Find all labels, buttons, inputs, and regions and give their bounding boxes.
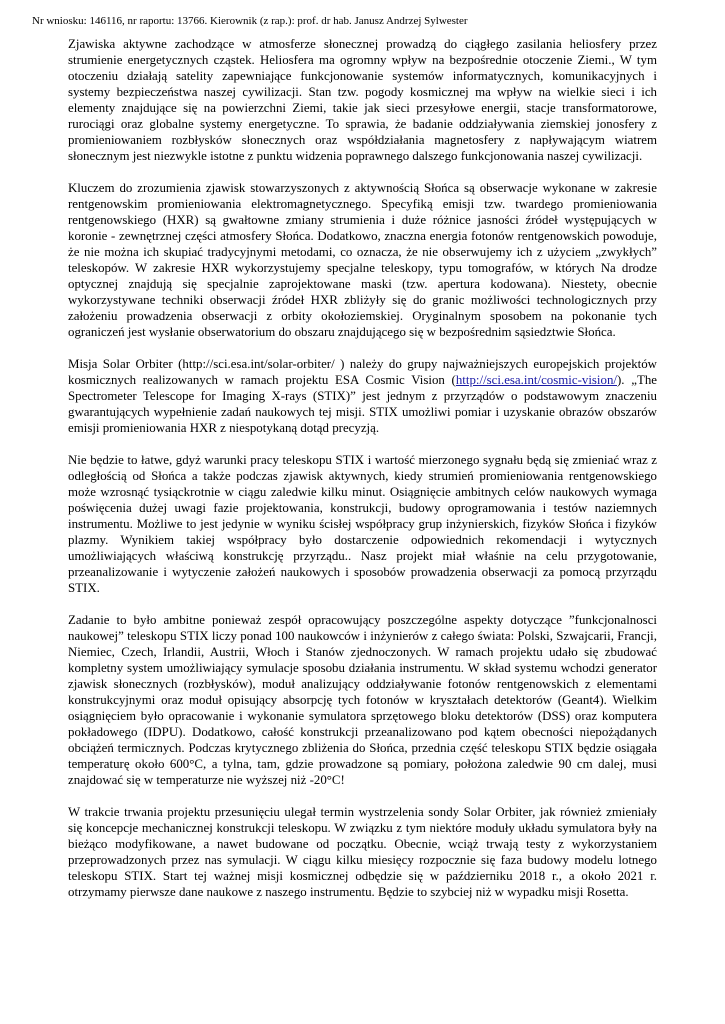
- cosmic-vision-link[interactable]: http://sci.esa.int/cosmic-vision/: [455, 373, 617, 387]
- solar-orbiter-text-end: ). „The Spectrometer Telescope for Imaging X-rays (STIX)” jest jednym z przyrządów o podstawowym znaczeniu gwarantujących wypełnienie zadań naukowych tej misji. STIX umożliwi pomiar i uzyskanie obrazów obszarów emisji promieniowania HXR z niespotykaną dotąd precyzją.: [68, 373, 657, 435]
- paragraph-hxr-observations: Kluczem do zrozumienia zjawisk stowarzyszonych z aktywnością Słońca są obserwacje wykonane w zakresie rentgenowskim promieniowania elektromagnetycznego. Specyfiką emisji tzw. twardego promieniowania rentgenowskiego (HXR) są gwałtowne zmiany strumienia i duże różnice jasności źródeł występujących w koronie - zewnętrznej części atmosfery Słońca. Dodatkowo, znaczna energia fotonów rentgenowskich powoduje, że nie można ich skupiać tradycyjnymi metodami, co oznacza, że nie obserwujemy ich z użyciem „zwykłych” teleskopów. W zakresie HXR wykorzystujemy specjalne teleskopy, typu tomografów, w których Na drodze optycznej znajdują się specjalnie zaprojektowane maski (tzw. apertura kodowana). Niestety, obecnie wykorzystywane techniki obserwacji źródeł HXR zbliżyły się do granic możliwości technologicznych przy założeniu prowadzenia obserwacji z orbity okołoziemskiej. Oryginalnym sposobem na pokonanie tych ograniczeń jest wysłanie obserwatorium do obszaru znajdującego się w bezpośrednim sąsiedztwie Słońca.: [68, 181, 657, 339]
- paragraph-project-progress: W trakcie trwania projektu przesunięciu ulegał termin wystrzelenia sondy Solar Orbiter, jak również zmieniały się koncepcje mechanicznej konstrukcji teleskopu. W związku z tym niektóre moduły układu symulatora były na bieżąco modyfikowane, a nawet budowane od początku. Obecnie, wciąż trwają testy z wykorzystaniem przeprowadzonych przez nas symulacji. W ciągu kilku miesięcy rozpocznie się faza budowy modelu lotnego teleskopu STIX. Start tej ważnej misji kosmicznej odbędzie się w październiku 2018 r., a około 2021 r. otrzymamy pierwsze dane naukowe z naszego instrumentu. Będzie to szybciej niż w wypadku misji Rosetta.: [68, 805, 657, 899]
- paragraph-stix-conditions: Nie będzie to łatwe, gdyż warunki pracy teleskopu STIX i wartość mierzonego sygnału będą się zmieniać wraz z odległością od Słońca a także podczas zjawisk aktywnych, kiedy strumień promieniowania rentgenowskiego może wzrosnąć tysiąckrotnie w ciągu zaledwie kilku minut. Osiągnięcie ambitnych celów naukowych wymaga poświęcenia dużej uwagi fazie projektowania, konstrukcji, budowy oprogramowania i testów naziemnych instrumentu. Możliwe to jest jedynie w wyniku ścisłej współpracy grup inżynierskich, fizyków Słońca i fizyków plazmy. Wynikiem takiej współpracy było dostarczenie odpowiednich rekomendacji i wytycznych umożliwiających właściwą konstrukcję przyrządu.. Nasz projekt miał właśnie na celu przygotowanie, przeanalizowanie i wytyczenie założeń naukowych i sposobów prowadzenia obserwacji za pomocą przyrządu STIX.: [68, 453, 657, 595]
- solar-orbiter-text-start: Misja Solar Orbiter (http://sci.esa.int/solar-orbiter/ ) należy do grupy najważniejszych europejskich projektów kosmicznych realizowanych w ramach projektu ESA Cosmic Vision (: [68, 357, 657, 387]
- paragraph-solar-orbiter: [68, 356, 657, 436]
- paragraph-heliosphere: Zjawiska aktywne zachodzące w atmosferze słonecznej prowadzą do ciągłego zasilania heliosfery przez strumienie energetycznych cząstek. Heliosfera ma ogromny wpływ na bezpośrednie otoczenie Ziemi., W tym otoczeniu działają satelity zapewniające funkcjonowanie systemów informatycznych, komunikacyjnych i systemy bezpieczeństwa naszej cywilizacji. Stan tzw. pogody kosmicznej ma wpływ na wielkie sieci i ich elementy znajdujące się na powierzchni Ziemi, takie jak sieci przesyłowe energii, stacje transformatorowe, rurociągi oraz globalne systemy energetyczne. To sprawia, że badanie oddziaływania ziemskiej jonosfery z promieniowaniem rozbłysków słonecznych oraz współdziałania magnetosfery z napływającym wiatrem słonecznym jest niezwykle istotne z punktu widzenia poprawnego dalszego funkcjonowania naszej cywilizacji.: [68, 37, 657, 163]
- report-body: [68, 36, 657, 916]
- report-header: Nr wniosku: 146116, nr raportu: 13766. Kierownik (z rap.): prof. dr hab. Janusz Andrzej Sylwester: [32, 15, 468, 27]
- paragraph-simulation-system: Zadanie to było ambitne ponieważ zespół opracowujący poszczególne aspekty dotyczące ”funkcjonalnosci naukowej” teleskopu STIX liczy ponad 100 naukowców i inżynierów z całego świata: Polski, Szwajcarii, Francji, Niemiec, Czech, Irlandii, Austrii, Włoch i Stanów zjednoczonych. W ramach projektu udało się zbudować kompletny system umożliwiający symulacje sposobu działania instrumentu. W skład systemu wchodzi generator zjawisk słonecznych (rozbłysków), moduł analizujący oddziaływanie fotonów rentgenowskich z elementami konstrukcyjnymi oraz moduł opisujący absorpcję tych fotonów w kryształach detektorów (Geant4). Wielkim osiągnięciem było opracowanie i wykonanie symulatora sprzętowego bloku detektorów (DSS) oraz komputera pokładowego (IDPU). Dodatkowo, całość konstrukcji przeanalizowano pod kątem obecności niepożądanych obciążeń termicznych. Podczas krytycznego zbliżenia do Słońca, przednia część teleskopu STIX będzie osiągała temperaturę około 600°C, a tylna, tam, gdzie prowadzone są pomiary, położona zaledwie 90 cm dalej, musi znajdować się w temperaturze nie wyższej niż -20°C!: [68, 613, 657, 787]
